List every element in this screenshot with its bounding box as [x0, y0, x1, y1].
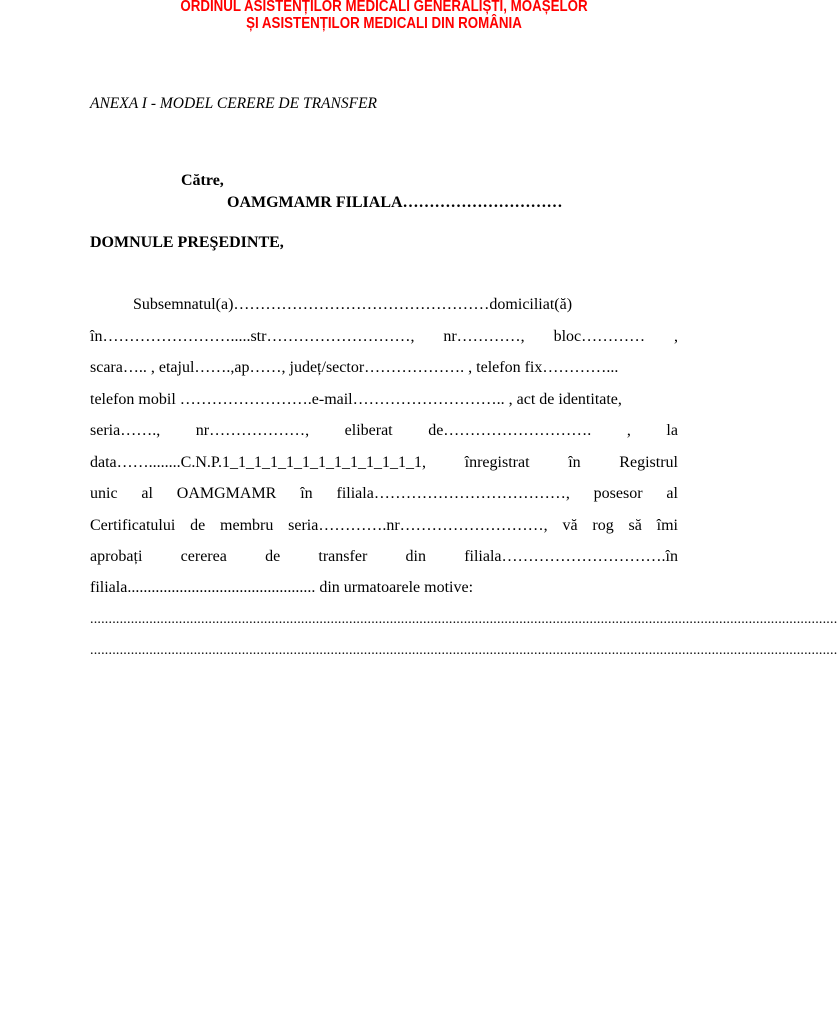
body-word: de……………………….: [428, 422, 592, 439]
body-line-3: scara….. , etajul…….,ap……, județ/sector………………. , telefon fix…………...: [90, 359, 619, 376]
body-word: nr………………,: [195, 422, 310, 439]
body-word: transfer: [318, 548, 368, 565]
body-word: de: [265, 548, 281, 565]
body-word: înregistrat: [464, 454, 530, 471]
body-word: să: [628, 517, 642, 534]
body-word: unic: [90, 485, 118, 502]
body-word: posesor: [593, 485, 643, 502]
body-line-4: telefon mobil …………………….e-mail……………………….. , act de identitate,: [90, 391, 622, 408]
body-line-5: [90, 421, 678, 441]
body-word: Certificatului: [90, 517, 176, 534]
body-line-1: Subsemnatul(a)…………………………………………domiciliat(ă): [133, 296, 573, 313]
recipient-branch: OAMGMAMR FILIALA…………………………: [227, 194, 563, 211]
body-line-10: filiala............................................... din urmatoarele motive:: [90, 579, 474, 596]
body-word: cererea: [180, 548, 227, 565]
body-word: membru: [220, 517, 274, 534]
body-word: în…………………….....str………………………,: [90, 328, 415, 345]
annex-title: ANEXA I - MODEL CERERE DE TRANSFER: [90, 95, 377, 112]
body-word: al: [666, 485, 678, 502]
body-word: aprobați: [90, 548, 143, 565]
body-word: rog: [592, 517, 614, 534]
body-word: nr…………,: [443, 328, 525, 345]
body-word: eliberat: [344, 422, 393, 439]
recipient-to: Către,: [181, 172, 224, 189]
reasons-dotted-line-2: ..........................................................................................................................................................................................................: [90, 643, 837, 658]
body-word: la: [666, 422, 678, 439]
body-word: în: [300, 485, 313, 502]
body-line-9: [90, 547, 678, 567]
organization-title-line2: ȘI ASISTENȚILOR MEDICALI DIN ROMÂNIA: [246, 15, 522, 32]
body-word: în: [568, 454, 581, 471]
body-word: ,: [626, 422, 631, 439]
body-line-2: [90, 327, 678, 347]
body-word: îmi: [656, 517, 678, 534]
reasons-dotted-line-1: ..........................................................................................................................................................................................................: [90, 612, 837, 627]
body-line-6: [90, 453, 678, 473]
body-word: data……........C.N.P.1_1_1_1_1_1_1_1_1_1_1_1_1,: [90, 454, 426, 471]
body-word: Registrul: [619, 454, 678, 471]
body-word: din: [405, 548, 426, 565]
salutation: DOMNULE PREŞEDINTE,: [90, 234, 284, 251]
body-word: seria………….nr………………………,: [288, 517, 548, 534]
body-word: ,: [674, 328, 678, 345]
body-word: filiala………………………………,: [336, 485, 570, 502]
body-word: de: [190, 517, 206, 534]
body-word: vă: [562, 517, 578, 534]
body-word: seria…….,: [90, 422, 161, 439]
body-word: al: [141, 485, 153, 502]
body-word: filiala………………………….în: [464, 548, 678, 565]
body-word: bloc…………: [553, 328, 646, 345]
organization-title-line1: ORDINUL ASISTENȚILOR MEDICALI GENERALIȘTI, MOAȘELOR: [180, 0, 588, 15]
body-word: OAMGMAMR: [176, 485, 277, 502]
body-line-7: [90, 484, 678, 504]
body-line-8: [90, 516, 678, 536]
